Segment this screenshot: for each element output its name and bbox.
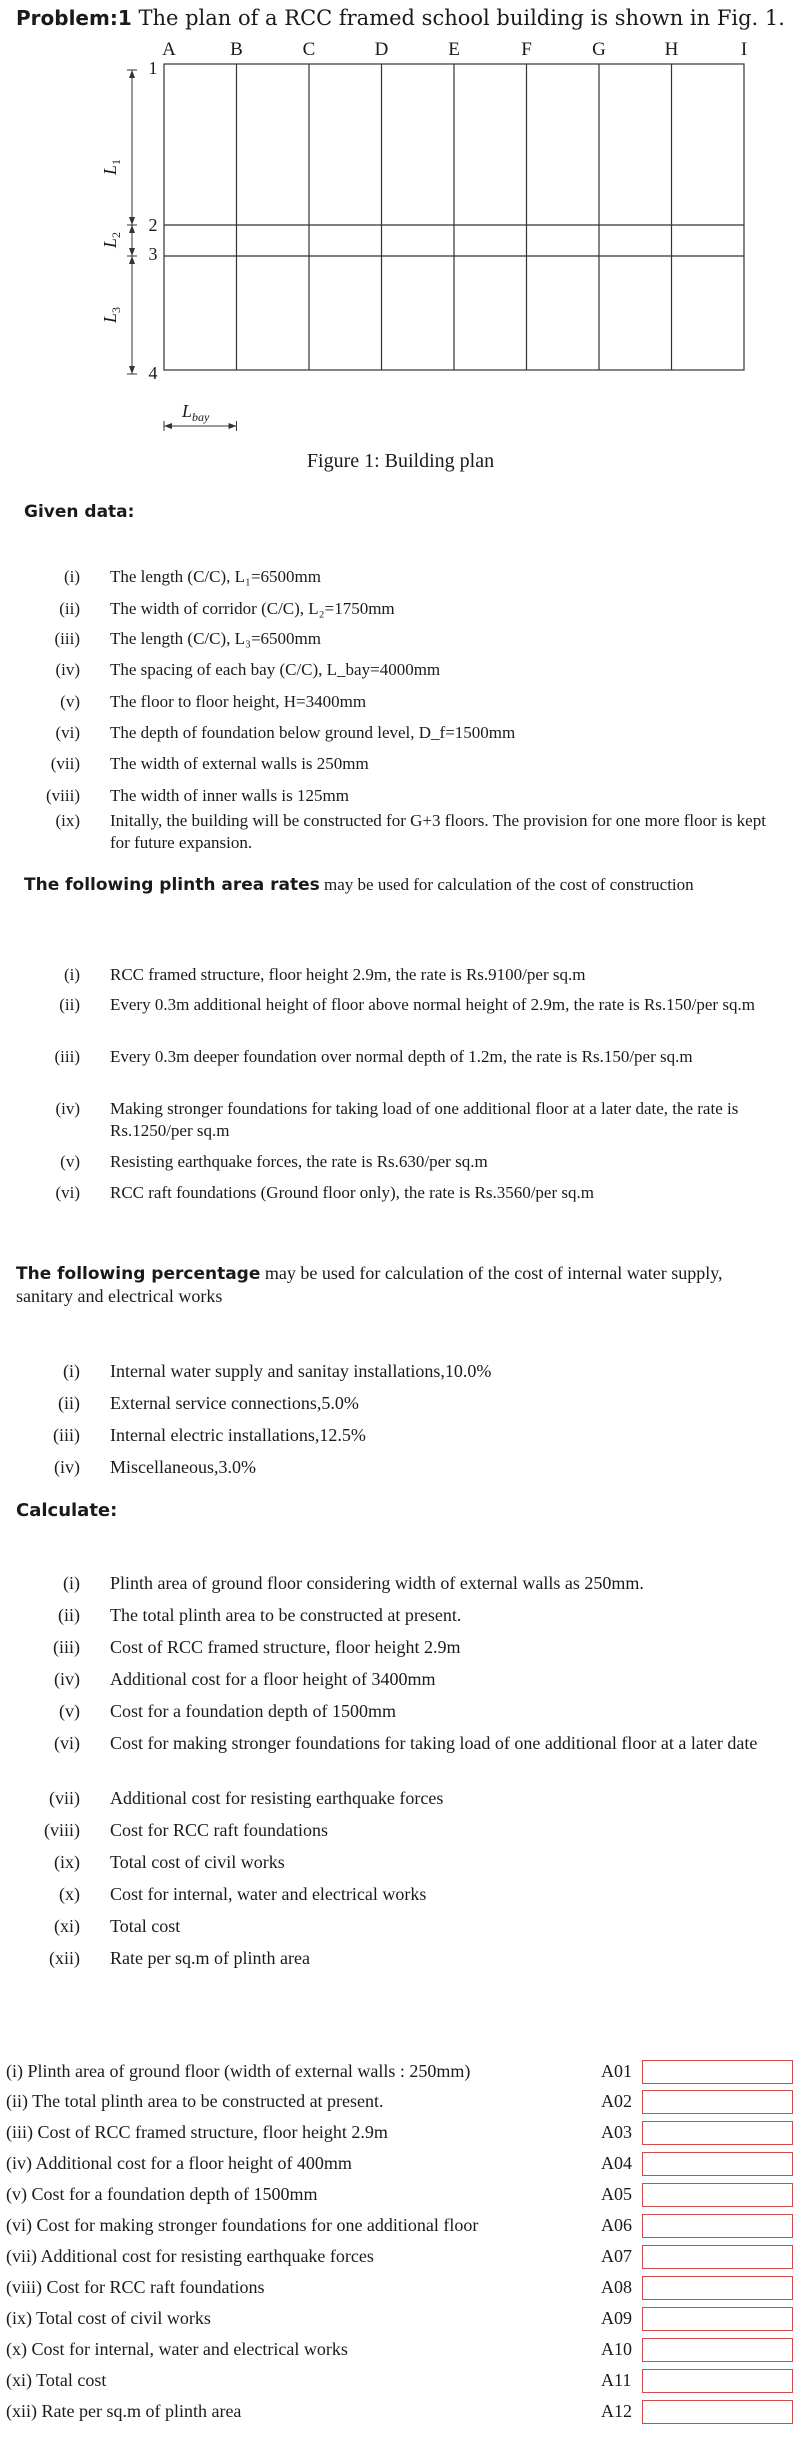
percentage-heading: The following percentage xyxy=(16,1264,261,1284)
item-number: (iv) xyxy=(54,1669,80,1689)
figure-caption: Figure 1: Building plan xyxy=(306,450,495,472)
answer-box-A01[interactable] xyxy=(642,2060,793,2084)
answer-box-A11[interactable] xyxy=(642,2369,793,2393)
item-text: Every 0.3m deeper foundation over normal depth of 1.2m, the rate is Rs.150/per sq.m xyxy=(110,1047,693,1066)
answer-label-2: (ii) The total plinth area to be constructed at present. xyxy=(6,2091,384,2111)
item-number: (iv) xyxy=(54,1457,80,1477)
answer-box-A02[interactable] xyxy=(642,2090,793,2114)
row-label-4: 4 xyxy=(148,363,158,383)
column-label-B: B xyxy=(230,39,243,60)
answer-label-4: (iv) Additional cost for a floor height of 400mm xyxy=(6,2153,352,2173)
item-number: (i) xyxy=(63,1573,80,1593)
item-number: (vi) xyxy=(54,1733,80,1753)
plinth-rates-heading: The following plinth area rates xyxy=(24,875,320,895)
answer-box-A08[interactable] xyxy=(642,2276,793,2300)
answer-box-A06[interactable] xyxy=(642,2214,793,2238)
item-text: RCC raft foundations (Ground floor only), the rate is Rs.3560/per sq.m xyxy=(110,1183,594,1202)
answer-box-A10[interactable] xyxy=(642,2338,793,2362)
answer-label-3: (iii) Cost of RCC framed structure, floor height 2.9m xyxy=(6,2122,388,2142)
answer-label-9: (ix) Total cost of civil works xyxy=(6,2308,211,2328)
item-number: (vii) xyxy=(49,1788,80,1808)
item-text: Initally, the building will be constructed for G+3 floors. The provision for one more floor is kept for future expansion. xyxy=(110,811,766,852)
item-number: (i) xyxy=(63,567,80,586)
column-label-C: C xyxy=(302,39,316,60)
answer-code-5: A05 xyxy=(601,2184,632,2204)
item-number: (i) xyxy=(63,1361,80,1381)
item-number: (v) xyxy=(60,692,80,711)
item-text: Rate per sq.m of plinth area xyxy=(110,1948,310,1968)
dim-label-Lbay: $L_{bay}$ xyxy=(182,401,210,424)
item-text: Cost for RCC raft foundations xyxy=(110,1820,328,1840)
answer-label-8: (viii) Cost for RCC raft foundations xyxy=(6,2277,265,2297)
answer-label-11: (xi) Total cost xyxy=(6,2370,107,2390)
item-text: External service connections,5.0% xyxy=(110,1393,359,1413)
item-number: (ii) xyxy=(58,1605,80,1625)
item-number: (iii) xyxy=(53,1425,80,1445)
dim-label-L2: $L_2$ xyxy=(100,231,123,249)
answer-code-10: A10 xyxy=(601,2339,632,2359)
item-text: Internal electric installations,12.5% xyxy=(110,1425,366,1445)
item-text: Cost for internal, water and electrical works xyxy=(110,1884,427,1904)
item-text: The spacing of each bay (C/C), L_bay=4000mm xyxy=(110,660,441,679)
item-number: (ii) xyxy=(58,1393,80,1413)
item-number: (iv) xyxy=(55,1099,80,1118)
item-number: (iii) xyxy=(54,1047,80,1066)
item-text: Additional cost for resisting earthquake forces xyxy=(110,1788,444,1808)
item-text: The width of external walls is 250mm xyxy=(110,754,369,773)
item-text: RCC framed structure, floor height 2.9m, the rate is Rs.9100/per sq.m xyxy=(110,965,586,984)
item-number: (xii) xyxy=(49,1948,80,1968)
item-text: The length (C/C), L₃=6500mm xyxy=(110,629,321,648)
item-text: The floor to floor height, H=3400mm xyxy=(110,692,367,711)
item-number: (ix) xyxy=(54,1852,80,1872)
answer-code-7: A07 xyxy=(601,2246,632,2266)
item-number: (ii) xyxy=(59,599,80,618)
answer-code-8: A08 xyxy=(601,2277,632,2297)
item-number: (vii) xyxy=(50,754,80,773)
item-number: (i) xyxy=(63,965,80,984)
item-number: (ii) xyxy=(59,995,80,1014)
item-text: Internal water supply and sanitay installations,10.0% xyxy=(110,1361,492,1381)
row-label-1: 1 xyxy=(148,58,158,78)
column-label-D: D xyxy=(374,39,389,60)
problem-label: Problem:1 xyxy=(16,6,132,30)
item-number: (iii) xyxy=(54,629,80,648)
item-number: (iv) xyxy=(55,660,80,679)
answer-code-1: A01 xyxy=(601,2061,632,2081)
answer-label-5: (v) Cost for a foundation depth of 1500mm xyxy=(6,2184,318,2204)
item-text: The width of corridor (C/C), L₂=1750mm xyxy=(110,599,395,618)
item-text: Additional cost for a floor height of 3400mm xyxy=(110,1669,436,1689)
answer-box-A12[interactable] xyxy=(642,2400,793,2424)
item-number: (viii) xyxy=(46,786,80,805)
answer-box-A05[interactable] xyxy=(642,2183,793,2207)
item-text: Cost for a foundation depth of 1500mm xyxy=(110,1701,396,1721)
answer-label-12: (xii) Rate per sq.m of plinth area xyxy=(6,2401,242,2421)
item-number: (vi) xyxy=(55,723,80,742)
calculate-heading: Calculate: xyxy=(16,1500,118,1521)
answer-box-A09[interactable] xyxy=(642,2307,793,2331)
row-label-3: 3 xyxy=(148,244,158,264)
item-text: The length (C/C), L₁=6500mm xyxy=(110,567,321,586)
plan-grid xyxy=(164,64,744,370)
item-number: (xi) xyxy=(54,1916,80,1936)
answer-label-1: (i) Plinth area of ground floor (width of external walls : 250mm) xyxy=(6,2061,471,2081)
column-label-I: I xyxy=(740,39,748,60)
dim-label-L3: $L_3$ xyxy=(100,306,123,324)
item-number: (viii) xyxy=(44,1820,80,1840)
column-label-F: F xyxy=(521,39,532,60)
item-text: Cost of RCC framed structure, floor height 2.9m xyxy=(110,1637,461,1657)
dim-label-L1: $L_1$ xyxy=(100,158,123,176)
item-number: (vi) xyxy=(55,1183,80,1202)
percentage-intro xyxy=(16,1262,776,1307)
answer-label-10: (x) Cost for internal, water and electrical works xyxy=(6,2339,348,2359)
answer-box-A04[interactable] xyxy=(642,2152,793,2176)
item-text: Total cost xyxy=(110,1916,181,1936)
column-label-H: H xyxy=(664,39,679,60)
row-label-2: 2 xyxy=(148,215,158,235)
item-text: Resisting earthquake forces, the rate is Rs.630/per sq.m xyxy=(110,1152,488,1171)
answer-code-2: A02 xyxy=(601,2091,632,2111)
problem-statement xyxy=(16,6,785,30)
building-plan-figure xyxy=(0,30,801,445)
answer-label-7: (vii) Additional cost for resisting earthquake forces xyxy=(6,2246,374,2266)
percentage-intro-text: may be used for calculation of the cost of internal water supply, sanitary and electrical works xyxy=(16,1263,723,1306)
item-number: (ix) xyxy=(55,811,80,830)
answer-code-11: A11 xyxy=(601,2370,632,2390)
column-label-A: A xyxy=(162,39,176,60)
answer-code-3: A03 xyxy=(601,2122,632,2142)
column-label-E: E xyxy=(448,39,460,60)
item-number: (v) xyxy=(59,1701,80,1721)
answer-code-12: A12 xyxy=(601,2401,632,2421)
item-text: The total plinth area to be constructed at present. xyxy=(110,1605,462,1625)
item-text: Cost for making stronger foundations for taking load of one additional floor at a later date xyxy=(110,1733,758,1753)
answer-box-A07[interactable] xyxy=(642,2245,793,2269)
item-text: Making stronger foundations for taking load of one additional floor at a later date, the rate is Rs.1250/per sq.m xyxy=(110,1099,739,1140)
item-number: (v) xyxy=(60,1152,80,1171)
item-text: Miscellaneous,3.0% xyxy=(110,1457,256,1477)
item-text: Total cost of civil works xyxy=(110,1852,285,1872)
item-text: Plinth area of ground floor considering width of external walls as 250mm. xyxy=(110,1573,644,1593)
item-number: (iii) xyxy=(53,1637,80,1657)
column-label-G: G xyxy=(592,39,606,60)
problem-text: The plan of a RCC framed school building is shown in Fig. 1. xyxy=(138,6,785,30)
given-data-heading: Given data: xyxy=(24,502,135,522)
answer-code-9: A09 xyxy=(601,2308,632,2328)
item-text: The width of inner walls is 125mm xyxy=(110,786,349,805)
answer-label-6: (vi) Cost for making stronger foundations for one additional floor xyxy=(6,2215,479,2235)
item-number: (x) xyxy=(59,1884,80,1904)
plinth-rates-intro-text: may be used for calculation of the cost of construction xyxy=(324,875,694,894)
answer-code-4: A04 xyxy=(601,2153,632,2173)
plinth-rates-intro xyxy=(24,874,744,896)
answer-box-A03[interactable] xyxy=(642,2121,793,2145)
item-text: Every 0.3m additional height of floor above normal height of 2.9m, the rate is Rs.150/per sq.m xyxy=(110,995,755,1014)
answer-code-6: A06 xyxy=(601,2215,632,2235)
item-text: The depth of foundation below ground level, D_f=1500mm xyxy=(110,723,516,742)
